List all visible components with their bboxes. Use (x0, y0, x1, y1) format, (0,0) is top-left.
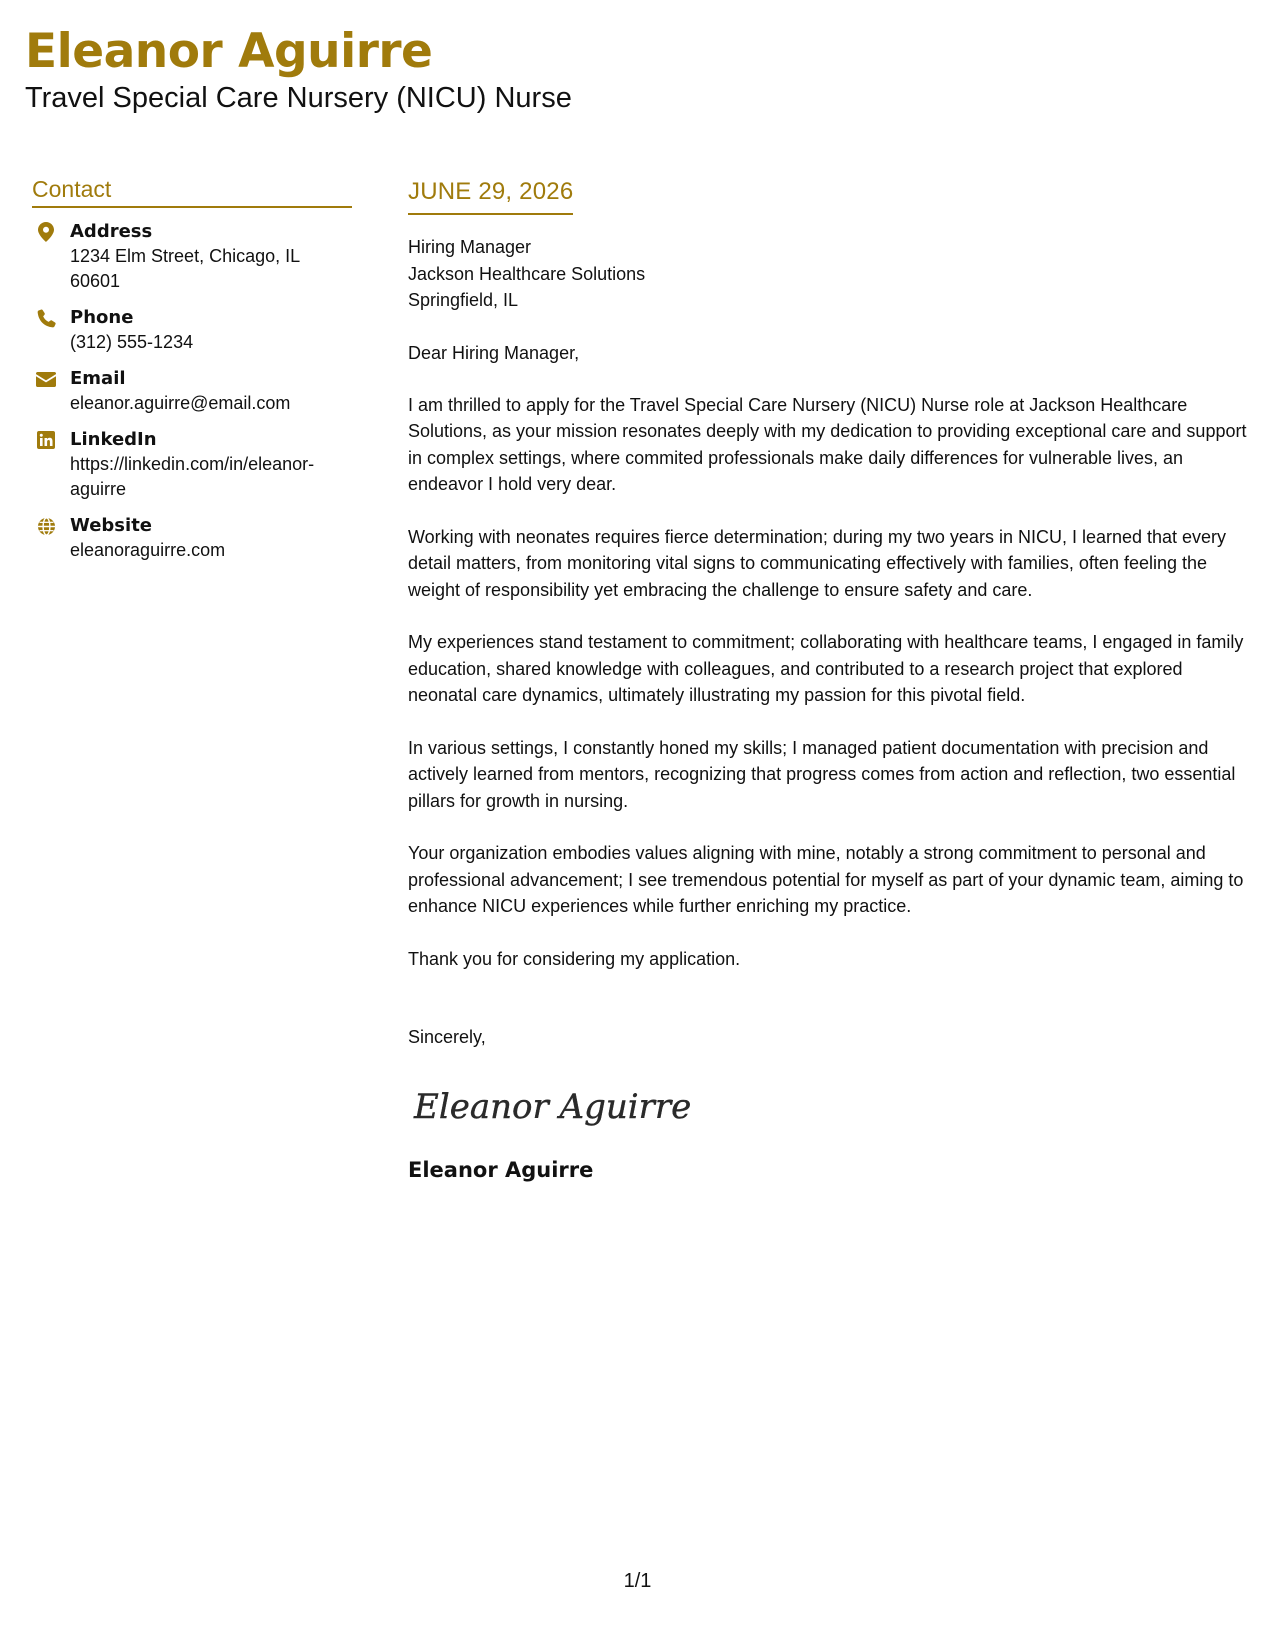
contact-label-phone: Phone (70, 307, 134, 328)
contact-label-website: Website (70, 515, 153, 536)
contact-item-linkedin (32, 428, 352, 502)
paragraph-2: Working with neonates requires fierce determination; during my two years in NICU, I learned that every detail matters, from monitoring vital signs to communicating effectively with families, often feeling the weight of responsibility yet embracing the challenge to ensure safety and care. (408, 526, 1227, 600)
contact-value-website[interactable]: eleanoraguirre.com (70, 540, 226, 560)
handwritten-signature (410, 1076, 1253, 1136)
linkedin-icon (35, 429, 57, 451)
contact-label-linkedin: LinkedIn (70, 429, 157, 450)
contact-item-address (32, 220, 352, 294)
paragraph-4: In various settings, I constantly honed my skills; I managed patient documentation with precision and actively learned from mentors, recognizing that progress comes from action and reflection, two essential pillars for growth in nursing. (408, 737, 1236, 811)
letter-body (408, 176, 1253, 1184)
contact-value-address: 1234 Elm Street, Chicago, IL 60601 (70, 246, 300, 291)
recipient-location: Springfield, IL (408, 290, 519, 310)
contact-value-phone: (312) 555-1234 (70, 332, 194, 352)
job-title: Travel Special Care Nursery (NICU) Nurse (25, 82, 572, 114)
map-pin-icon (35, 221, 57, 243)
applicant-name: Eleanor Aguirre (25, 24, 433, 79)
contact-item-phone (32, 306, 352, 355)
envelope-icon (35, 368, 57, 390)
contact-sidebar (32, 174, 352, 575)
contact-value-email: eleanor.aguirre@email.com (70, 393, 291, 413)
closing: Sincerely, (408, 1027, 486, 1047)
contact-item-email (32, 367, 352, 416)
salutation: Dear Hiring Manager, (408, 342, 580, 363)
recipient-title: Hiring Manager (408, 237, 532, 257)
signed-name: Eleanor Aguirre (408, 1158, 594, 1182)
page-number: 1/1 (623, 1570, 652, 1592)
globe-icon (35, 515, 57, 537)
contact-heading: Contact (32, 174, 352, 208)
svg-text:Eleanor Aguirre: Eleanor Aguirre (414, 1087, 692, 1127)
contact-label-email: Email (70, 368, 126, 389)
recipient-block (408, 234, 1253, 314)
contact-label-address: Address (70, 221, 153, 242)
paragraph-3: My experiences stand testament to commitment; collaborating with healthcare teams, I engaged in family education, shared knowledge with colleagues, and contributed to a research project that explored neonatal care dynamics, ultimately illustrating my passion for this pivotal field. (408, 632, 1244, 705)
contact-value-linkedin[interactable]: https://linkedin.com/in/eleanor-aguirre (70, 454, 315, 499)
phone-icon (35, 307, 57, 329)
paragraph-5: Your organization embodies values aligning with mine, notably a strong commitment to personal and professional advancement; I see tremendous potential for myself as part of your dynamic team, aiming to enhance NICU experiences while further enriching my practice. (408, 843, 1244, 916)
letter-date: JUNE 29, 2026 (408, 176, 573, 215)
paragraph-6: Thank you for considering my application. (408, 948, 741, 969)
contact-item-website (32, 514, 352, 563)
paragraph-1: I am thrilled to apply for the Travel Special Care Nursery (NICU) Nurse role at Jackson Healthcare Solutions, as your mission resonates deeply with my dedication to providing exceptional care and support in complex settings, where commited professionals make daily differences for vulnerable lives, an endeavor I hold very dear. (408, 394, 1247, 494)
document-header (25, 22, 572, 116)
recipient-company: Jackson Healthcare Solutions (408, 263, 646, 284)
